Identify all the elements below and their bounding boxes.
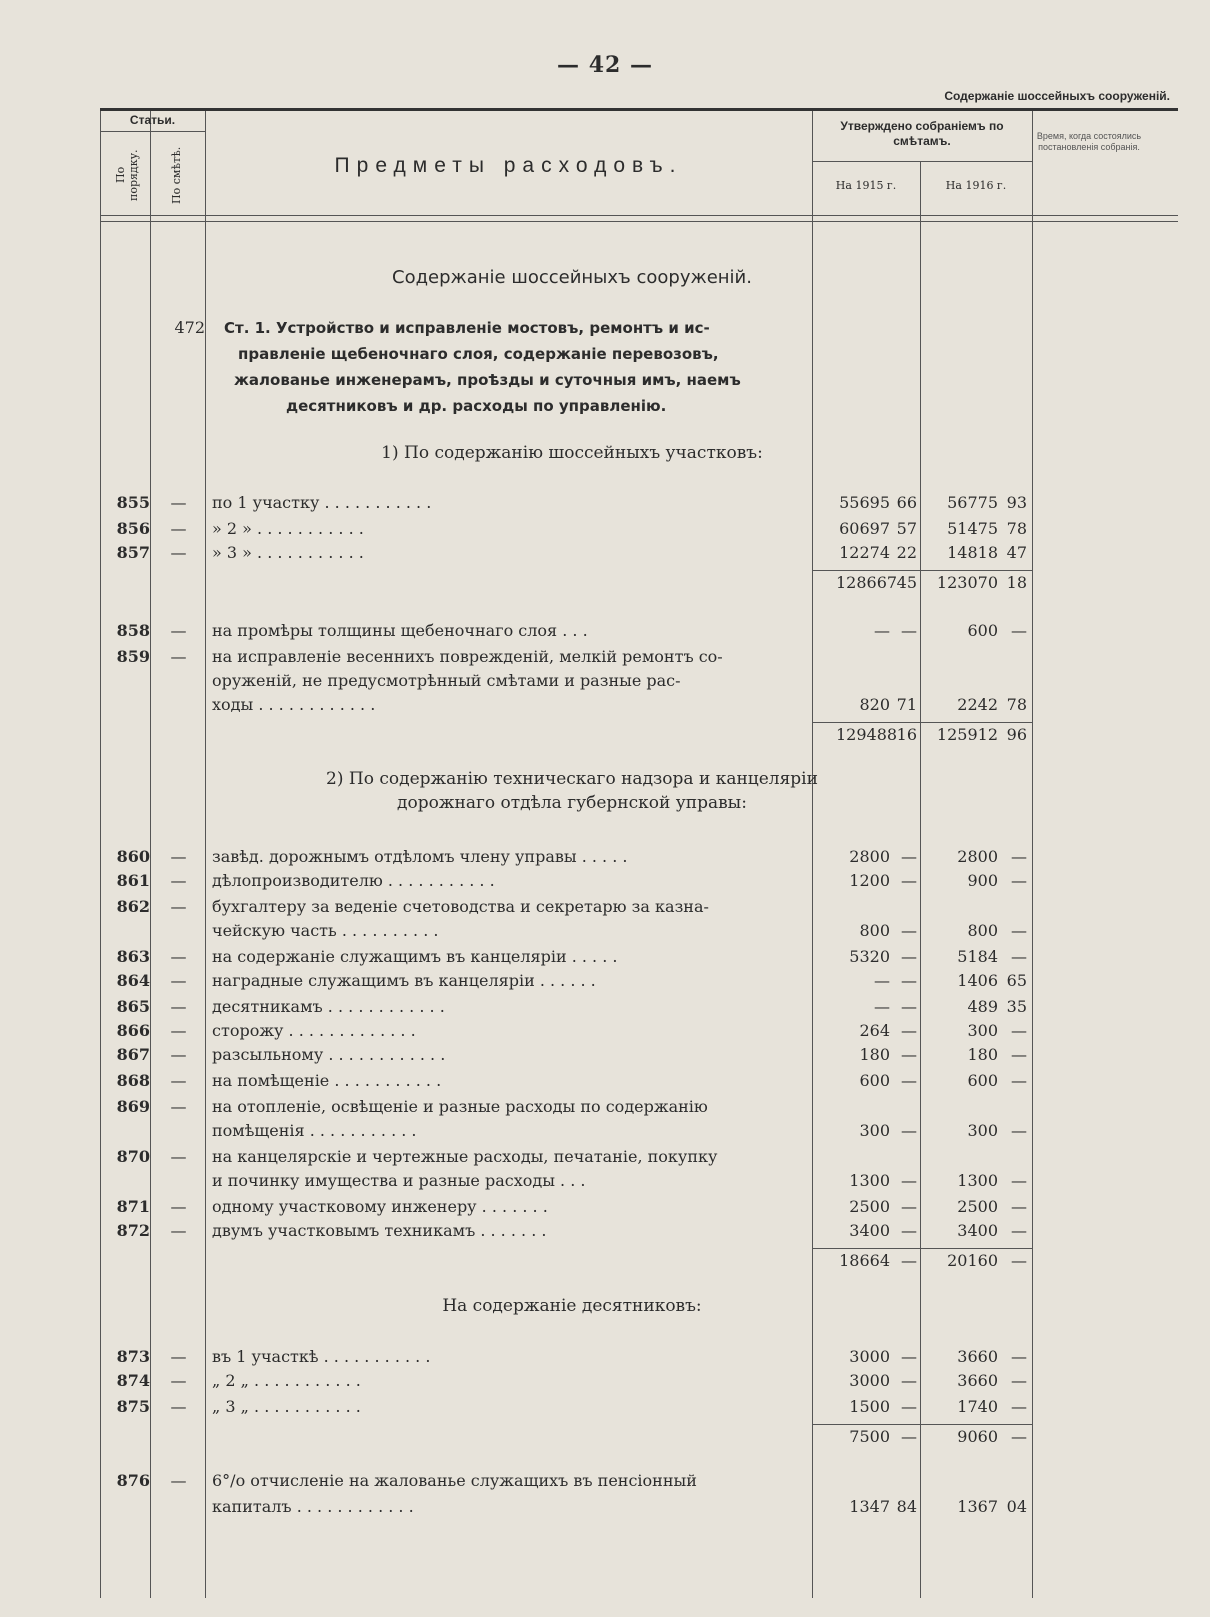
- header-vremya: Время, когда состоялись постановленія собранія.: [1036, 131, 1142, 153]
- amount-1916-rub: 1300: [957, 1171, 998, 1190]
- smeta-number: —: [170, 1347, 187, 1366]
- amount-1916-kop: —: [1011, 1171, 1027, 1190]
- table-row: [100, 1397, 1178, 1423]
- item-description: бухгалтеру за веденіе счетоводства и секретарю за казна-: [212, 897, 709, 916]
- item-description: оруженій, не предусмотрѣнный смѣтами и разные рас-: [212, 671, 681, 690]
- header-po-smete: По смѣтѣ.: [170, 146, 183, 204]
- amount-1916-kop: 35: [1006, 997, 1027, 1016]
- amount-1915-rub: 3400: [849, 1221, 890, 1240]
- amount-1916-rub: 125912: [936, 725, 998, 744]
- amount-1915-kop: —: [901, 947, 917, 966]
- row-number: 868: [116, 1071, 150, 1090]
- item-description: двумъ участковымъ техникамъ . . . . . . .: [212, 1221, 547, 1240]
- amount-1916-rub: 300: [967, 1021, 998, 1040]
- amount-1915-kop: 22: [896, 543, 917, 562]
- item-description: чейскую часть . . . . . . . . . .: [212, 921, 439, 940]
- amount-1916-rub: 180: [967, 1045, 998, 1064]
- amount-1915-kop: —: [901, 621, 917, 640]
- table-row-subtotal: [100, 1251, 1178, 1277]
- amount-1916-rub: 5184: [957, 947, 998, 966]
- amount-1916-rub: 600: [967, 621, 998, 640]
- article-line-4: десятниковъ и др. расходы по управленію.: [286, 397, 667, 415]
- smeta-number: —: [170, 1371, 187, 1390]
- amount-1915-rub: 3000: [849, 1371, 890, 1390]
- amount-1915-kop: —: [901, 1121, 917, 1140]
- amount-1916-rub: 9060: [957, 1427, 998, 1446]
- item-description: » 2 » . . . . . . . . . . .: [212, 519, 364, 538]
- smeta-number: —: [170, 997, 187, 1016]
- amount-1916-kop: —: [1011, 1021, 1027, 1040]
- amount-1915-rub: 800: [859, 921, 890, 940]
- amount-1915-kop: —: [901, 1045, 917, 1064]
- smeta-number: —: [170, 847, 187, 866]
- amount-1916-kop: —: [1011, 1251, 1027, 1270]
- smeta-number: —: [170, 1021, 187, 1040]
- header-utverzhdeno: Утверждено собраніемъ по смѣтамъ.: [840, 119, 1004, 148]
- amount-1916-kop: —: [1011, 1121, 1027, 1140]
- smeta-number: —: [170, 493, 187, 512]
- amount-1916-rub: 1406: [957, 971, 998, 990]
- row-number: 857: [116, 543, 150, 562]
- row-number: 860: [116, 847, 150, 866]
- amount-1916-kop: —: [1011, 1427, 1027, 1446]
- amount-1915-kop: —: [901, 1197, 917, 1216]
- amount-1916-rub: 3660: [957, 1347, 998, 1366]
- table-row-continuation: [100, 1497, 1178, 1523]
- table-row: [100, 1045, 1178, 1071]
- table-row-subtotal: [100, 1427, 1178, 1453]
- subtotal-rule: [812, 1424, 1032, 1425]
- smeta-number: —: [170, 1097, 187, 1116]
- amount-1915-kop: 66: [896, 493, 917, 512]
- smeta-number: —: [170, 1471, 187, 1490]
- smeta-number: —: [170, 971, 187, 990]
- table-row: [100, 971, 1178, 997]
- smeta-number: —: [170, 647, 187, 666]
- amount-1916-rub: 3660: [957, 1371, 998, 1390]
- amount-1915-rub: 264: [859, 1021, 890, 1040]
- table-row-continuation: [100, 695, 1178, 721]
- item-description: на отопленіе, освѣщеніе и разные расходы по содержанію: [212, 1097, 708, 1116]
- amount-1915-rub: 12274: [839, 543, 890, 562]
- table-row: [100, 621, 1178, 647]
- smeta-number: —: [170, 897, 187, 916]
- item-description: „ 2 „ . . . . . . . . . . .: [212, 1371, 361, 1390]
- amount-1915-kop: 84: [896, 1497, 917, 1516]
- amount-1915-rub: 18664: [839, 1251, 890, 1270]
- amount-1916-kop: —: [1011, 921, 1027, 940]
- row-number: 875: [116, 1397, 150, 1416]
- article-line-3: жалованье инженерамъ, проѣзды и суточныя имъ, наемъ: [234, 371, 741, 389]
- smeta-number: —: [170, 1221, 187, 1240]
- item-description: на помѣщеніе . . . . . . . . . . .: [212, 1071, 442, 1090]
- row-number: 862: [116, 897, 150, 916]
- item-description: капиталъ . . . . . . . . . . . .: [212, 1497, 414, 1516]
- table-row: [100, 897, 1178, 923]
- table-row: [100, 519, 1178, 545]
- subtotal-rule: [812, 722, 1032, 723]
- table-row-continuation: [100, 921, 1178, 947]
- amount-1916-rub: 600: [967, 1071, 998, 1090]
- header-na-1916: На 1916 г.: [945, 179, 1007, 192]
- table-row: [100, 847, 1178, 873]
- amount-1915-rub: 128667: [836, 573, 898, 592]
- page-number: — 42 —: [557, 52, 653, 78]
- amount-1916-kop: —: [1011, 871, 1027, 890]
- amount-1915-rub: —: [874, 971, 890, 990]
- table-row: [100, 493, 1178, 519]
- amount-1916-rub: 14818: [947, 543, 998, 562]
- smeta-number: —: [170, 1071, 187, 1090]
- table-row: [100, 1471, 1178, 1497]
- item-description: на содержаніе служащимъ въ канцеляріи . . . . .: [212, 947, 618, 966]
- item-description: „ 3 „ . . . . . . . . . . .: [212, 1397, 361, 1416]
- item-description: дѣлопроизводителю . . . . . . . . . . .: [212, 871, 495, 890]
- amount-1916-rub: 51475: [947, 519, 998, 538]
- amount-1915-rub: 5320: [849, 947, 890, 966]
- amount-1915-rub: 129488: [836, 725, 898, 744]
- table-row: [100, 1197, 1178, 1223]
- amount-1915-kop: —: [901, 1371, 917, 1390]
- amount-1916-rub: 2500: [957, 1197, 998, 1216]
- row-number: 855: [116, 493, 150, 512]
- ledger-table: [100, 108, 1178, 1598]
- subsection-2a: 2) По содержанію техническаго надзора и канцеляріи: [326, 769, 818, 789]
- table-row: [100, 647, 1178, 673]
- amount-1915-rub: 3000: [849, 1347, 890, 1366]
- amount-1915-rub: —: [874, 997, 890, 1016]
- amount-1916-kop: —: [1011, 1045, 1027, 1064]
- amount-1916-rub: 1367: [957, 1497, 998, 1516]
- row-number: 870: [116, 1147, 150, 1166]
- smeta-number: —: [170, 543, 187, 562]
- item-description: въ 1 участкѣ . . . . . . . . . . .: [212, 1347, 431, 1366]
- amount-1915-kop: —: [901, 921, 917, 940]
- smeta-number: —: [170, 519, 187, 538]
- amount-1916-rub: 2242: [957, 695, 998, 714]
- amount-1916-kop: 96: [1006, 725, 1027, 744]
- table-row: [100, 947, 1178, 973]
- item-description: » 3 » . . . . . . . . . . .: [212, 543, 364, 562]
- table-row: [100, 1071, 1178, 1097]
- subsection-3: На содержаніе десятниковъ:: [442, 1296, 702, 1316]
- amount-1915-rub: —: [874, 621, 890, 640]
- amount-1916-rub: 1740: [957, 1397, 998, 1416]
- amount-1915-kop: 16: [896, 725, 917, 744]
- row-number: 856: [116, 519, 150, 538]
- amount-1916-rub: 300: [967, 1121, 998, 1140]
- table-row-subtotal: [100, 573, 1178, 599]
- amount-1916-kop: —: [1011, 1197, 1027, 1216]
- item-description: разсыльному . . . . . . . . . . . .: [212, 1045, 446, 1064]
- amount-1915-rub: 600: [859, 1071, 890, 1090]
- smeta-number: —: [170, 1147, 187, 1166]
- amount-1916-kop: —: [1011, 1371, 1027, 1390]
- amount-1915-rub: 300: [859, 1121, 890, 1140]
- header-na-1915: На 1915 г.: [835, 179, 897, 192]
- section-title: Содержаніе шоссейныхъ сооруженій.: [392, 267, 752, 288]
- table-row: [100, 871, 1178, 897]
- row-number: 876: [116, 1471, 150, 1490]
- header-predmety: Предметы расходовъ.: [334, 154, 683, 177]
- smeta-number: —: [170, 871, 187, 890]
- smeta-number: —: [170, 621, 187, 640]
- amount-1916-rub: 20160: [947, 1251, 998, 1270]
- amount-1915-kop: —: [901, 1397, 917, 1416]
- amount-1916-kop: 65: [1006, 971, 1027, 990]
- row-number: 871: [116, 1197, 150, 1216]
- table-row-continuation: [100, 671, 1178, 697]
- item-description: на канцелярскіе и чертежные расходы, печатаніе, покупку: [212, 1147, 718, 1166]
- table-row: [100, 1371, 1178, 1397]
- amount-1916-kop: 78: [1006, 695, 1027, 714]
- amount-1915-rub: 1347: [849, 1497, 890, 1516]
- amount-1916-rub: 489: [967, 997, 998, 1016]
- row-number: 858: [116, 621, 150, 640]
- running-header: Содержаніе шоссейныхъ сооруженій.: [944, 89, 1170, 103]
- row-number: 864: [116, 971, 150, 990]
- header-statyi: Статьи.: [129, 113, 176, 127]
- amount-1915-rub: 1200: [849, 871, 890, 890]
- amount-1916-rub: 56775: [947, 493, 998, 512]
- table-row: [100, 1347, 1178, 1373]
- amount-1915-kop: —: [901, 1251, 917, 1270]
- item-description: ходы . . . . . . . . . . . .: [212, 695, 376, 714]
- amount-1915-rub: 1300: [849, 1171, 890, 1190]
- amount-1915-kop: 45: [896, 573, 917, 592]
- amount-1915-rub: 180: [859, 1045, 890, 1064]
- amount-1916-kop: 04: [1006, 1497, 1027, 1516]
- item-description: одному участковому инженеру . . . . . . .: [212, 1197, 548, 1216]
- item-description: на промѣры толщины щебеночнаго слоя . . .: [212, 621, 588, 640]
- row-number: 866: [116, 1021, 150, 1040]
- item-description: 6°/o отчисленіе на жалованье служащихъ въ пенсіонный: [212, 1471, 697, 1490]
- smeta-number: —: [170, 1397, 187, 1416]
- amount-1915-kop: —: [901, 1171, 917, 1190]
- amount-1916-rub: 2800: [957, 847, 998, 866]
- amount-1915-rub: 60697: [839, 519, 890, 538]
- row-number: 873: [116, 1347, 150, 1366]
- table-row-continuation: [100, 1171, 1178, 1197]
- row-number: 859: [116, 647, 150, 666]
- item-description: по 1 участку . . . . . . . . . . .: [212, 493, 432, 512]
- amount-1916-kop: —: [1011, 621, 1027, 640]
- amount-1916-rub: 3400: [957, 1221, 998, 1240]
- table-row: [100, 1147, 1178, 1173]
- amount-1916-kop: —: [1011, 847, 1027, 866]
- amount-1916-kop: 93: [1006, 493, 1027, 512]
- amount-1916-kop: —: [1011, 1221, 1027, 1240]
- amount-1915-kop: 57: [896, 519, 917, 538]
- amount-1916-kop: —: [1011, 1397, 1027, 1416]
- table-row-subtotal: [100, 725, 1178, 751]
- amount-1916-kop: —: [1011, 1347, 1027, 1366]
- table-row: [100, 1221, 1178, 1247]
- item-description: помѣщенія . . . . . . . . . . .: [212, 1121, 417, 1140]
- item-description: на исправленіе весеннихъ поврежденій, мелкій ремонтъ со-: [212, 647, 723, 666]
- smeta-number: —: [170, 1045, 187, 1064]
- smeta-number: —: [170, 947, 187, 966]
- table-row: [100, 1021, 1178, 1047]
- row-number: 867: [116, 1045, 150, 1064]
- amount-1915-kop: —: [901, 1221, 917, 1240]
- row-number: 865: [116, 997, 150, 1016]
- amount-1915-kop: 71: [896, 695, 917, 714]
- table-row-continuation: [100, 1121, 1178, 1147]
- header-po-poryadku: По порядку.: [114, 149, 140, 201]
- amount-1915-kop: —: [901, 1071, 917, 1090]
- amount-1915-rub: 820: [859, 695, 890, 714]
- subsection-2b: дорожнаго отдѣла губернской управы:: [397, 793, 747, 813]
- row-number: 861: [116, 871, 150, 890]
- article-line-2: правленіе щебеночнаго слоя, содержаніе перевозовъ,: [238, 345, 719, 363]
- amount-1915-kop: —: [901, 971, 917, 990]
- row-number: 869: [116, 1097, 150, 1116]
- row-number: 863: [116, 947, 150, 966]
- article-line-1: Ст. 1. Устройство и исправленіе мостовъ, ремонтъ и ис-: [224, 319, 710, 337]
- amount-1916-rub: 123070: [936, 573, 998, 592]
- item-description: наградные служащимъ въ канцеляріи . . . . . .: [212, 971, 596, 990]
- amount-1915-kop: —: [901, 1021, 917, 1040]
- item-description: и починку имущества и разные расходы . . .: [212, 1171, 586, 1190]
- table-row: [100, 543, 1178, 569]
- article-smeta-no: 472: [174, 318, 205, 337]
- table-row: [100, 1097, 1178, 1123]
- item-description: сторожу . . . . . . . . . . . . .: [212, 1021, 416, 1040]
- amount-1915-kop: —: [901, 997, 917, 1016]
- subtotal-rule: [812, 570, 1032, 571]
- amount-1915-rub: 7500: [849, 1427, 890, 1446]
- subsection-1: 1) По содержанію шоссейныхъ участковъ:: [381, 443, 763, 463]
- amount-1915-rub: 55695: [839, 493, 890, 512]
- row-number: 872: [116, 1221, 150, 1240]
- amount-1915-rub: 2800: [849, 847, 890, 866]
- amount-1915-kop: —: [901, 1347, 917, 1366]
- item-description: десятникамъ . . . . . . . . . . . .: [212, 997, 445, 1016]
- amount-1916-kop: 47: [1006, 543, 1027, 562]
- amount-1916-kop: —: [1011, 1071, 1027, 1090]
- row-number: 874: [116, 1371, 150, 1390]
- table-row: [100, 997, 1178, 1023]
- amount-1915-kop: —: [901, 1427, 917, 1446]
- item-description: завѣд. дорожнымъ отдѣломъ члену управы . . . . .: [212, 847, 628, 866]
- smeta-number: —: [170, 1197, 187, 1216]
- amount-1916-kop: —: [1011, 947, 1027, 966]
- amount-1915-rub: 1500: [849, 1397, 890, 1416]
- amount-1915-kop: —: [901, 871, 917, 890]
- amount-1916-rub: 800: [967, 921, 998, 940]
- subtotal-rule: [812, 1248, 1032, 1249]
- amount-1916-rub: 900: [967, 871, 998, 890]
- amount-1915-kop: —: [901, 847, 917, 866]
- amount-1915-rub: 2500: [849, 1197, 890, 1216]
- amount-1916-kop: 18: [1006, 573, 1027, 592]
- amount-1916-kop: 78: [1006, 519, 1027, 538]
